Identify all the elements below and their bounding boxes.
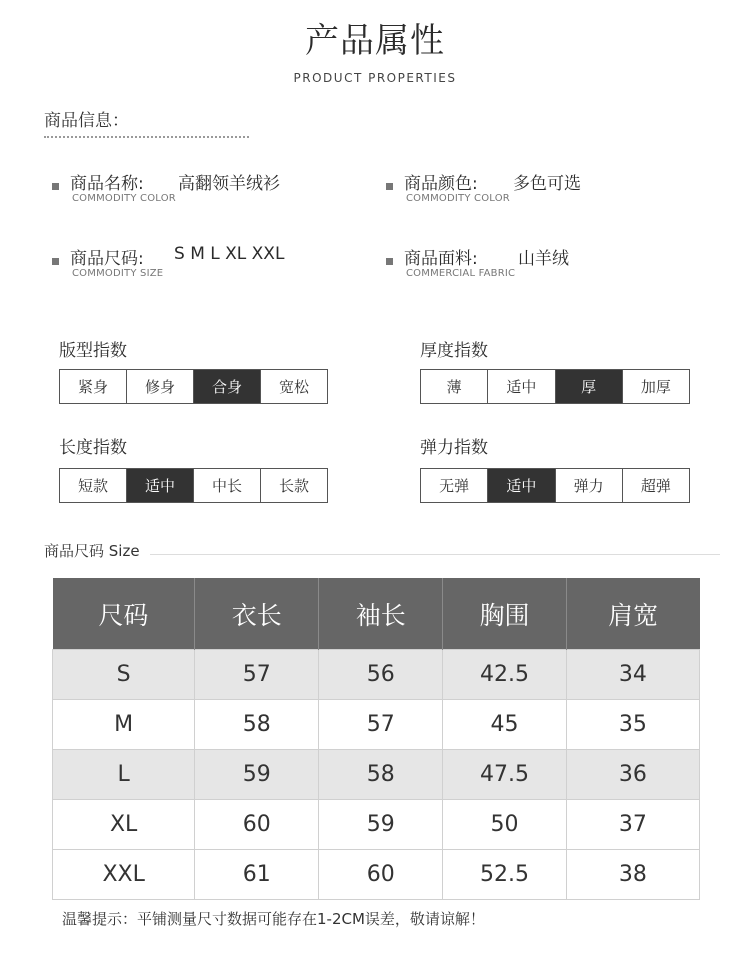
info-item-color — [386, 169, 686, 219]
table-cell: 56 — [319, 650, 443, 700]
table-row — [53, 650, 700, 700]
table-cell: 35 — [566, 700, 699, 750]
table-header: 衣长 — [195, 578, 319, 650]
measurement-tip: 温馨提示：平铺测量尺寸数据可能存在1-2CM误差，敬请谅解！ — [62, 910, 485, 928]
size-table — [52, 578, 700, 900]
index-option-selected: 厚 — [556, 370, 623, 403]
table-header: 尺码 — [53, 578, 195, 650]
table-cell: 59 — [195, 750, 319, 800]
page-title: 产品属性 — [305, 21, 445, 61]
info-en-label: COMMODITY SIZE — [72, 268, 164, 279]
table-cell: 42.5 — [443, 650, 567, 700]
index-options — [59, 369, 328, 404]
table-cell: S — [53, 650, 195, 700]
index-option: 超弹 — [640, 477, 671, 495]
info-item-fabric — [386, 244, 686, 294]
table-cell: 58 — [319, 750, 443, 800]
table-row — [53, 700, 700, 750]
square-bullet-icon — [52, 183, 59, 190]
table-cell: M — [53, 700, 195, 750]
square-bullet-icon — [386, 183, 393, 190]
table-cell: 60 — [195, 800, 319, 850]
table-cell: 57 — [195, 650, 319, 700]
info-en-label: COMMERCIAL FABRIC — [406, 268, 516, 279]
table-header: 胸围 — [443, 578, 567, 650]
index-options — [59, 468, 328, 503]
table-cell: XXL — [53, 850, 195, 900]
index-option: 宽松 — [278, 378, 309, 396]
index-option: 加厚 — [640, 378, 671, 396]
table-cell: 52.5 — [443, 850, 567, 900]
index-option: 适中 — [488, 370, 555, 403]
table-header: 袖长 — [319, 578, 443, 650]
index-title: 长度指数 — [59, 438, 127, 458]
page-subtitle: PRODUCT PROPERTIES — [293, 71, 457, 85]
table-cell: 45 — [443, 700, 567, 750]
index-option: 无弹 — [421, 469, 488, 502]
table-cell: 36 — [566, 750, 699, 800]
info-value: 多色可选 — [513, 174, 581, 194]
index-option-selected: 适中 — [488, 469, 555, 502]
length-index — [59, 433, 328, 503]
table-cell: 59 — [319, 800, 443, 850]
table-cell: 50 — [443, 800, 567, 850]
info-label: 商品尺码: — [70, 249, 144, 269]
index-option: 中长 — [194, 469, 261, 502]
table-cell: 38 — [566, 850, 699, 900]
info-section-label: 商品信息： — [44, 111, 129, 131]
square-bullet-icon — [52, 258, 59, 265]
table-cell: 58 — [195, 700, 319, 750]
table-cell: XL — [53, 800, 195, 850]
index-option: 弹力 — [556, 469, 623, 502]
info-item-name — [52, 169, 352, 219]
table-row — [53, 800, 700, 850]
table-row — [53, 850, 700, 900]
table-cell: L — [53, 750, 195, 800]
info-value: 山羊绒 — [518, 249, 569, 269]
table-cell: 60 — [319, 850, 443, 900]
index-option: 修身 — [127, 370, 194, 403]
table-cell: 61 — [195, 850, 319, 900]
index-title: 厚度指数 — [420, 341, 488, 361]
table-cell: 37 — [566, 800, 699, 850]
fit-index — [59, 336, 328, 404]
index-title: 弹力指数 — [420, 438, 488, 458]
info-label: 商品名称: — [70, 174, 144, 194]
index-option: 薄 — [421, 370, 488, 403]
index-option-selected: 适中 — [127, 469, 194, 502]
index-options — [420, 468, 690, 503]
index-option: 紧身 — [60, 370, 127, 403]
table-row — [53, 750, 700, 800]
table-cell: 47.5 — [443, 750, 567, 800]
index-options — [420, 369, 690, 404]
index-option-selected: 合身 — [194, 370, 261, 403]
square-bullet-icon — [386, 258, 393, 265]
dotted-divider — [44, 136, 249, 138]
index-option: 短款 — [60, 469, 127, 502]
info-en-label: COMMODITY COLOR — [72, 193, 176, 204]
elasticity-index — [420, 433, 690, 503]
size-section-label: 商品尺码 Size — [44, 542, 140, 560]
table-cell: 34 — [566, 650, 699, 700]
info-item-size — [52, 244, 352, 294]
table-cell: 57 — [319, 700, 443, 750]
info-label: 商品面料: — [404, 249, 478, 269]
size-section-divider — [150, 554, 720, 555]
index-option: 长款 — [278, 477, 309, 495]
table-header-row — [53, 578, 700, 650]
table-header: 肩宽 — [566, 578, 699, 650]
info-label: 商品颜色: — [404, 174, 478, 194]
info-en-label: COMMODITY COLOR — [406, 193, 510, 204]
thickness-index — [420, 336, 690, 404]
index-title: 版型指数 — [59, 341, 127, 361]
info-value: S M L XL XXL — [174, 244, 285, 264]
info-value: 高翻领羊绒衫 — [178, 174, 280, 194]
